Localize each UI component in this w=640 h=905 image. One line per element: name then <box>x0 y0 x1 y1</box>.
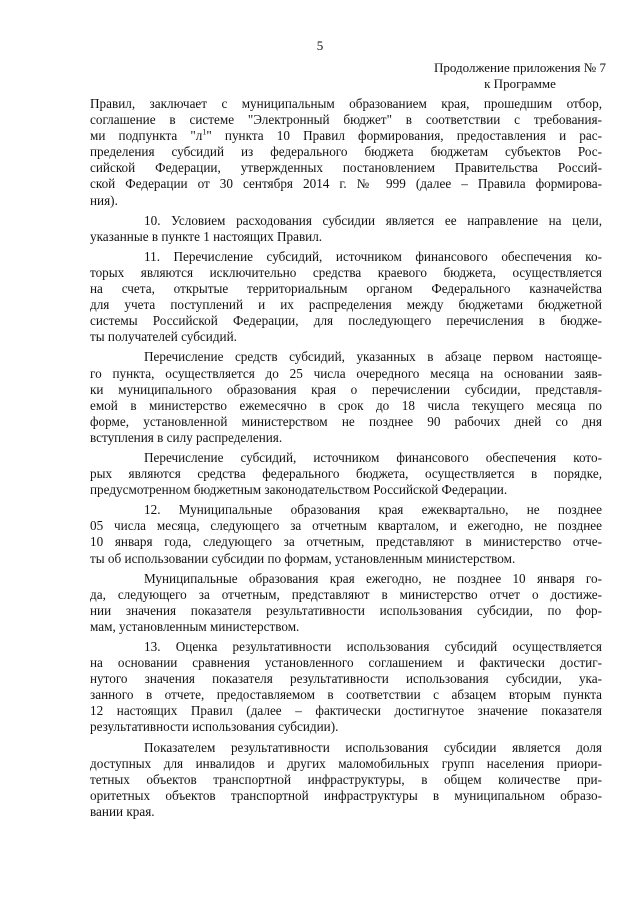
text-line: пределения субсидий из федерального бюджета бюджетам субъектов Рос- <box>90 144 602 160</box>
paragraph-7 <box>90 639 602 736</box>
text-line: Правил, заключает с муниципальным образованием края, прошедшим отбор, <box>90 96 602 111</box>
text-line: вступления в силу распределения. <box>90 429 283 445</box>
text-line: емой в министерство ежемесячно в срок до 18 числа текущего месяца по <box>90 397 602 413</box>
text-line: тетных объектов транспортной инфраструктуры, в общем количестве при- <box>90 771 602 787</box>
text-line: предусмотренном бюджетным законодательством Российской Федерации. <box>90 482 508 498</box>
text-line: Муниципальные образования края ежегодно, не позднее 10 января го- <box>144 570 602 586</box>
text-line: ния). <box>90 192 118 208</box>
text-line: 12 настоящих Правил (далее – фактически достигнутое значение показателя <box>90 703 602 719</box>
text-line: Показателем результативности использования субсидии является доля <box>144 739 602 755</box>
text-line: указанные в пункте 1 настоящих Правил. <box>90 228 323 244</box>
paragraph-0 <box>90 96 602 209</box>
text-line: Перечисление средств субсидий, указанных в абзаце первом настояще- <box>144 349 602 365</box>
page-number: 5 <box>316 38 324 53</box>
text-line: ской Федерации от 30 сентября 2014 г. № 999 (далее – Правила формирова- <box>90 176 602 192</box>
text-line: торых являются исключительно средства краевого бюджета, осуществляется <box>90 264 602 280</box>
text-line: 13. Оценка результативности использования субсидий осуществляется <box>144 639 602 654</box>
text-line: доступных для инвалидов и других маломобильных групп населения приори- <box>90 755 602 771</box>
text-line: ки муниципального образования края о перечислении субсидии, представля- <box>90 381 602 397</box>
text-line: мам, установленным министерством. <box>90 618 300 634</box>
text-line: 10 января года, следующего за отчетным, представляют в министерство отче- <box>90 534 602 550</box>
text-line: для учета поступлений и их распределения между бюджетами бюджетной <box>90 297 602 313</box>
text-line: ты получателей субсидий. <box>90 329 237 345</box>
text-line: оритетных объектов транспортной инфраструктуры в муниципальном образо- <box>90 787 602 803</box>
text-line: нии значения показателя результативности использования субсидии, по фор- <box>90 602 602 618</box>
text-line: 05 числа месяца, следующего за отчетным кварталом, и ежегодно, не позднее <box>90 518 602 534</box>
text-line: соглашение в системе "Электронный бюджет" в соответствии с требования- <box>90 112 602 128</box>
text-line: на счета, открытые территориальным органом Федерального казначейства <box>90 281 602 297</box>
text-line: нутого значения показателя результативности использования субсидии, ука- <box>90 671 602 687</box>
text-line: результативности использования субсидии). <box>90 719 339 735</box>
text-line: 10. Условием расходования субсидии является ее направление на цели, <box>144 212 602 228</box>
text-line: Перечисление субсидий, источником финансового обеспечения кото- <box>144 449 602 465</box>
paragraph-3 <box>90 349 602 446</box>
paragraph-8 <box>90 740 602 820</box>
paragraph-1 <box>90 213 602 245</box>
paragraph-4 <box>90 450 602 498</box>
paragraph-2 <box>90 249 602 346</box>
text-line: занного в отчете, предоставляемом в соответствии с абзацем вторым пункта <box>90 687 602 703</box>
text-line: на основании сравнения установленного соглашением и фактически достиг- <box>90 655 602 671</box>
text-line: 11. Перечисление субсидий, источником финансового обеспечения ко- <box>144 248 602 264</box>
appendix-header <box>400 60 640 92</box>
paragraph-6 <box>90 571 602 635</box>
text-line: го пункта, осуществляется до 25 числа очередного месяца на основании заяв- <box>90 365 602 381</box>
paragraph-5 <box>90 502 602 566</box>
text-line: сийской Федерации, утвержденных постановлением Правительства Россий- <box>90 160 602 176</box>
text-line: ты об использовании субсидии по формам, установленным министерством. <box>90 550 516 566</box>
text-line: форме, установленной министерством не позднее 90 рабочих дней со дня <box>90 413 602 429</box>
text-line: вании края. <box>90 803 155 819</box>
text-line: ми подпункта "$л^1$" пункта 10 Правил формирования, предоставления и рас- <box>90 127 602 144</box>
footnote-superscript: 1 <box>202 127 207 137</box>
text-line: системы Российской Федерации, для последующего перечисления в бюдже- <box>90 313 602 329</box>
text-line: да, следующего за отчетным, представляют в министерство отчет о достиже- <box>90 586 602 602</box>
appendix-header-line-1: Продолжение приложения № 7 <box>434 60 606 75</box>
text-line: рых являются средства федерального бюджета, осуществляется в порядке, <box>90 466 602 482</box>
document-body <box>90 96 602 820</box>
text-line: 12. Муниципальные образования края ежеквартально, не позднее <box>144 502 602 518</box>
appendix-header-line-2: к Программе <box>484 76 556 91</box>
